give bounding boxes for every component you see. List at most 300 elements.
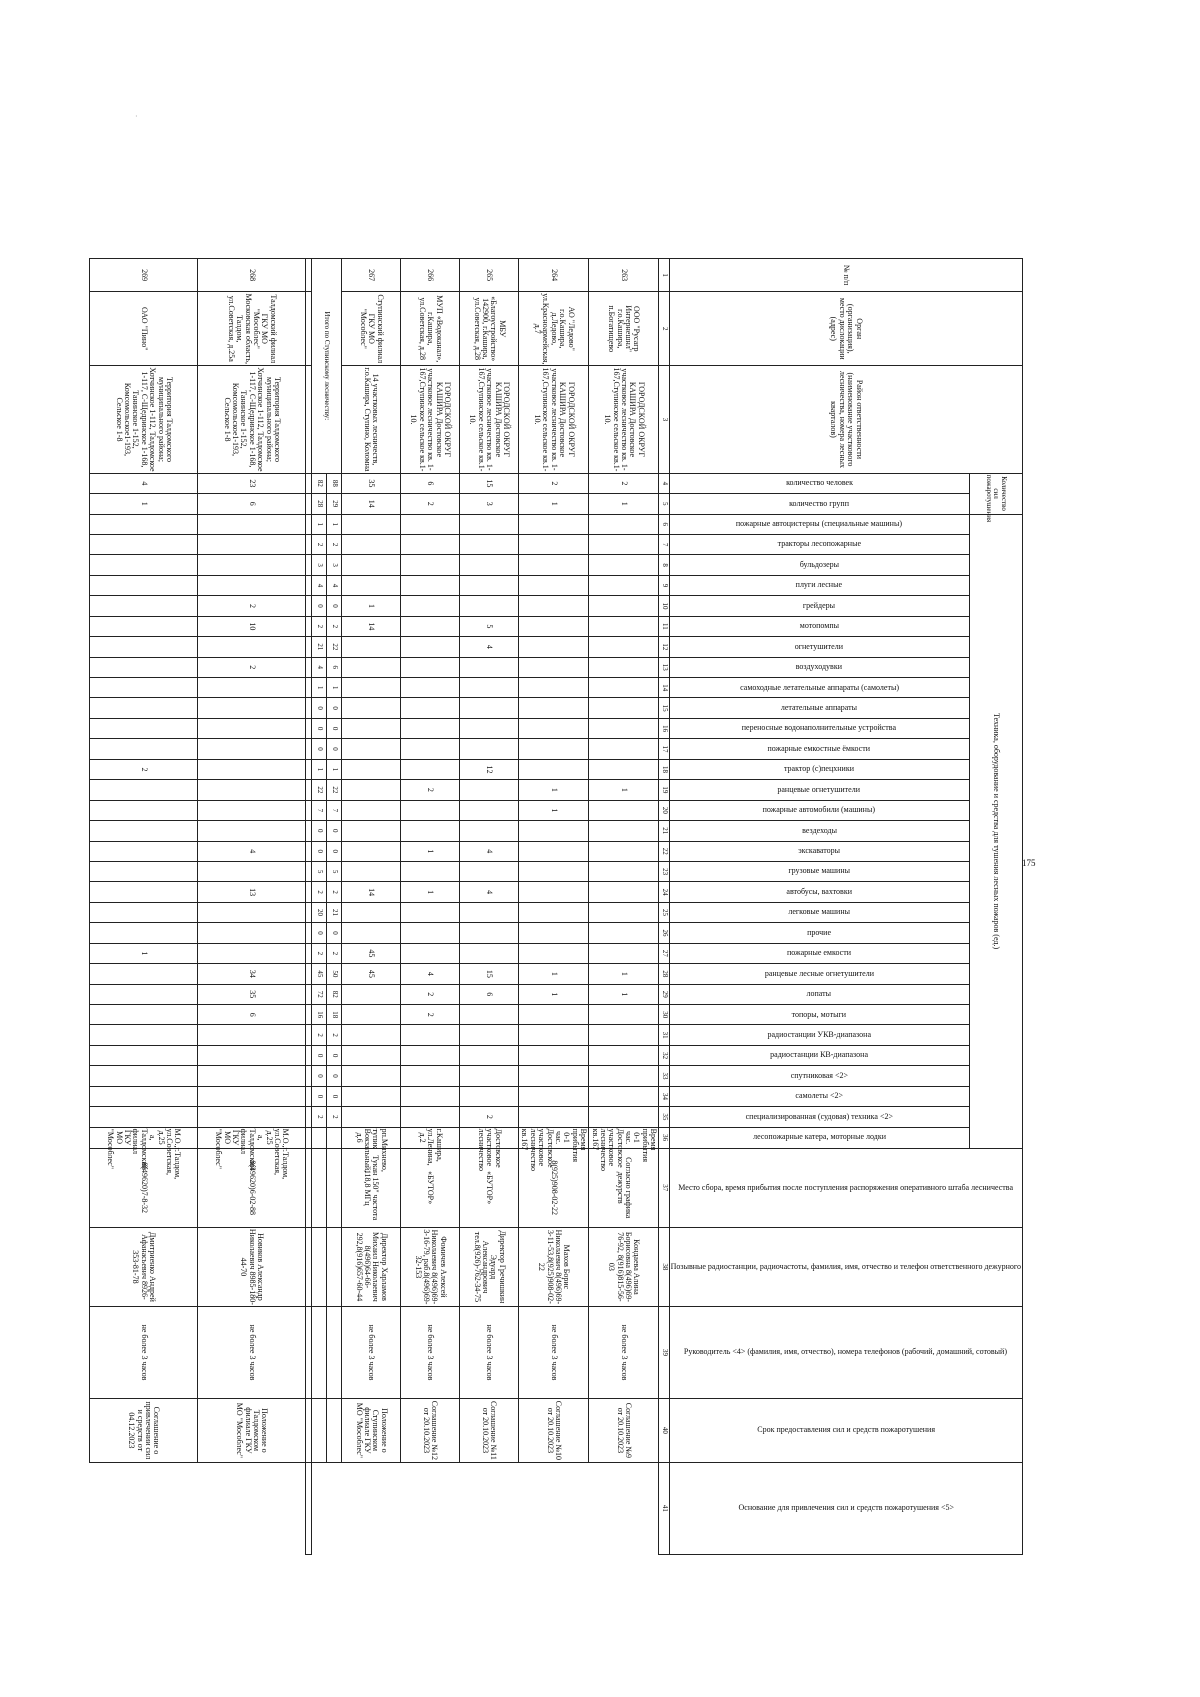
value-cell xyxy=(90,780,198,800)
value-cell xyxy=(198,678,306,698)
value-cell: 14 xyxy=(342,494,401,514)
total-value: 0 xyxy=(312,698,327,718)
value-cell xyxy=(460,943,519,963)
value-cell: 4 xyxy=(90,473,198,493)
value-cell xyxy=(519,555,589,575)
value-cell xyxy=(90,861,198,881)
column-number: 16 xyxy=(659,718,669,738)
total-value: 16 xyxy=(312,1005,327,1025)
value-cell xyxy=(401,514,460,534)
header-c6: пожарные автоцистерны (специальные машины) xyxy=(669,514,969,534)
value-cell: 45 xyxy=(342,964,401,984)
column-number: 12 xyxy=(659,637,669,657)
value-cell: 6 xyxy=(198,494,306,514)
value-cell xyxy=(401,637,460,657)
radio-callsign-cell: 8(49620)6-02-88 xyxy=(198,1148,306,1227)
basis-cell: Соглашение №10 от 20.10.2023 xyxy=(519,1398,589,1462)
value-cell: 2 xyxy=(589,473,659,493)
total-value: 2 xyxy=(327,1107,342,1127)
empty-cell xyxy=(306,366,312,473)
empty-cell xyxy=(306,902,312,922)
radio-callsign-cell: «БУТОР» xyxy=(401,1148,460,1227)
empty-cell xyxy=(306,821,312,841)
value-cell xyxy=(90,514,198,534)
total-value: 7 xyxy=(312,800,327,820)
value-cell xyxy=(198,1086,306,1106)
value-cell xyxy=(401,943,460,963)
total-value: 3 xyxy=(312,555,327,575)
table-row xyxy=(342,259,401,1555)
total-value: 2 xyxy=(312,1107,327,1127)
organization-cell: МУП «Водоканал», г.Кашира, ул.Советская, д.28 xyxy=(401,292,460,366)
empty-cell xyxy=(306,698,312,718)
area-cell: 14 участковых лесничеств, г.о.Кашира, Ступино, Коломна xyxy=(342,366,401,473)
value-cell: 6 xyxy=(198,1005,306,1025)
assembly-place-cell: Время прибытия 0-1 час. Достовское участковое лесничество кв.167 xyxy=(520,1128,589,1172)
value-cell xyxy=(519,616,589,636)
value-cell xyxy=(401,923,460,943)
header-c12: огнетушители xyxy=(669,637,969,657)
total-value: 0 xyxy=(327,1086,342,1106)
total-value: 5 xyxy=(327,861,342,881)
value-cell xyxy=(460,657,519,677)
organization-cell: МБУ «Благоустройство» 142900, г.Кашира, ул.Советская, д.28 xyxy=(460,292,519,366)
value-cell: 1 xyxy=(519,964,589,984)
header-c34: самолеты <2> xyxy=(669,1086,969,1106)
value-cell xyxy=(519,821,589,841)
value-cell xyxy=(460,1025,519,1045)
value-cell xyxy=(589,678,659,698)
empty-cell xyxy=(306,1307,312,1399)
value-cell xyxy=(342,759,401,779)
total-value: 0 xyxy=(312,1086,327,1106)
empty-cell xyxy=(306,800,312,820)
value-cell xyxy=(401,861,460,881)
value-cell xyxy=(401,1086,460,1106)
header-c9: плуги лесные xyxy=(669,575,969,595)
value-cell xyxy=(90,718,198,738)
table-body xyxy=(90,259,659,1555)
header-c17: пожарные емкостные ёмкости xyxy=(669,739,969,759)
value-cell xyxy=(519,1086,589,1106)
total-value: 20 xyxy=(312,902,327,922)
value-cell xyxy=(90,984,198,1004)
value-cell: 1 xyxy=(589,984,659,1004)
header-c41: Основание для привлечения сил и средств пожаротушения <5> xyxy=(669,1462,1022,1554)
value-cell xyxy=(519,861,589,881)
empty-cell xyxy=(306,555,312,575)
value-cell xyxy=(589,596,659,616)
header-c28: ранцевые лесные огнетушители xyxy=(669,964,969,984)
column-number: 29 xyxy=(659,984,669,1004)
head-contact-cell: Фомичев Алексей Николаевич 8(496)69-3-16-79, раб.8(496)69-32-153 xyxy=(401,1227,460,1306)
total-value: 0 xyxy=(312,718,327,738)
value-cell xyxy=(90,964,198,984)
empty-cell xyxy=(306,1127,312,1148)
value-cell xyxy=(401,718,460,738)
value-cell: 34 xyxy=(198,964,306,984)
empty-cell xyxy=(306,1398,312,1462)
value-cell xyxy=(519,718,589,738)
radio-callsign-cell: «БУТОР» xyxy=(460,1148,519,1227)
row-number: 265 xyxy=(460,259,519,292)
value-cell xyxy=(519,575,589,595)
total-value: 0 xyxy=(327,596,342,616)
column-number: 23 xyxy=(659,861,669,881)
header-c39: Руководитель <4> (фамилия, имя, отчество), номера телефонов (рабочий, домашний, сотовый) xyxy=(669,1307,1022,1399)
value-cell xyxy=(90,739,198,759)
value-cell: 1 xyxy=(401,841,460,861)
empty-cell xyxy=(306,1086,312,1106)
total-value: 45 xyxy=(312,964,327,984)
empty-cell xyxy=(306,1148,312,1227)
value-cell xyxy=(342,637,401,657)
value-cell: 1 xyxy=(589,780,659,800)
value-cell xyxy=(90,534,198,554)
value-cell xyxy=(342,821,401,841)
value-cell xyxy=(198,902,306,922)
value-cell: 14 xyxy=(342,882,401,902)
value-cell: 2 xyxy=(90,759,198,779)
value-cell xyxy=(460,861,519,881)
column-number: 35 xyxy=(659,1107,669,1127)
value-cell xyxy=(342,739,401,759)
value-cell xyxy=(342,780,401,800)
empty-cell xyxy=(312,1148,327,1227)
value-cell xyxy=(460,1005,519,1025)
value-cell xyxy=(198,821,306,841)
value-cell xyxy=(401,821,460,841)
column-number: 20 xyxy=(659,800,669,820)
value-cell: 1 xyxy=(90,943,198,963)
value-cell xyxy=(90,882,198,902)
header-c32: радиостанции КВ-диапазона xyxy=(669,1045,969,1065)
value-cell xyxy=(519,923,589,943)
value-cell: 4 xyxy=(460,882,519,902)
value-cell xyxy=(589,575,659,595)
value-cell xyxy=(589,1045,659,1065)
empty-cell xyxy=(312,1127,327,1148)
empty-cell xyxy=(312,1227,327,1306)
value-cell xyxy=(90,1086,198,1106)
header-c15: летательные аппараты xyxy=(669,698,969,718)
value-cell xyxy=(342,1025,401,1045)
basis-cell: Соглашение №12 от 20.10.2023 xyxy=(401,1398,460,1462)
row-number: 263 xyxy=(589,259,659,292)
value-cell xyxy=(90,1025,198,1045)
organization-cell: АО "Ледово" г.о.Кашира, д.Ледово, ул.Красноармейская, д.7 xyxy=(519,292,589,366)
total-value: 2 xyxy=(312,534,327,554)
total-value: 0 xyxy=(327,821,342,841)
value-cell xyxy=(519,678,589,698)
value-cell xyxy=(342,984,401,1004)
value-cell xyxy=(401,534,460,554)
total-value: 82 xyxy=(327,984,342,1004)
total-value: 0 xyxy=(327,1066,342,1086)
column-number: 10 xyxy=(659,596,669,616)
total-value: 2 xyxy=(312,1025,327,1045)
empty-cell xyxy=(327,1307,342,1399)
organization-cell: ОАО "Пино" xyxy=(90,292,198,366)
empty-cell xyxy=(312,1307,327,1399)
head-contact-cell: Новиков Александр Николаевич 8985-180-44-70 xyxy=(198,1227,306,1306)
row-number: 268 xyxy=(198,259,306,292)
value-cell xyxy=(460,780,519,800)
value-cell xyxy=(90,1045,198,1065)
value-cell: 2 xyxy=(198,657,306,677)
value-cell xyxy=(198,575,306,595)
value-cell xyxy=(589,637,659,657)
header-group-tech: Техника, оборудование и средства для тушения лесных пожаров (ед.) xyxy=(969,514,1022,1148)
total-value: 0 xyxy=(312,1066,327,1086)
term-cell: не более 3 часов xyxy=(198,1307,306,1399)
total-value: 2 xyxy=(327,534,342,554)
value-cell xyxy=(342,841,401,861)
value-cell xyxy=(519,514,589,534)
value-cell xyxy=(198,861,306,881)
value-cell xyxy=(589,616,659,636)
value-cell xyxy=(589,718,659,738)
value-cell xyxy=(460,534,519,554)
value-cell xyxy=(589,1066,659,1086)
total-value: 2 xyxy=(327,882,342,902)
term-cell: не более 3 часов xyxy=(589,1307,659,1399)
value-cell xyxy=(401,1107,460,1127)
value-cell xyxy=(198,534,306,554)
value-cell xyxy=(589,923,659,943)
header-c29: лопаты xyxy=(669,984,969,1004)
empty-cell xyxy=(327,1227,342,1306)
total-value: 0 xyxy=(327,739,342,759)
total-value: 50 xyxy=(327,964,342,984)
column-number: 6 xyxy=(659,514,669,534)
value-cell xyxy=(589,1107,659,1127)
empty-cell xyxy=(306,637,312,657)
value-cell xyxy=(460,902,519,922)
empty-cell xyxy=(306,1227,312,1306)
value-cell xyxy=(198,698,306,718)
header-c11: мотопомпы xyxy=(669,616,969,636)
value-cell xyxy=(460,718,519,738)
total-value: 1 xyxy=(327,514,342,534)
header-group-count: Количество сил пожаротушения xyxy=(969,473,1022,514)
value-cell xyxy=(519,1025,589,1045)
value-cell xyxy=(90,575,198,595)
value-cell: 14 xyxy=(342,616,401,636)
empty-cell xyxy=(306,1045,312,1065)
column-number: 34 xyxy=(659,1086,669,1106)
value-cell xyxy=(519,1066,589,1086)
value-cell xyxy=(90,1005,198,1025)
value-cell xyxy=(519,759,589,779)
header-c26: прочие xyxy=(669,923,969,943)
empty-cell xyxy=(306,292,312,366)
empty-cell xyxy=(306,678,312,698)
value-cell: 4 xyxy=(460,637,519,657)
header-c23: грузовые машины xyxy=(669,861,969,881)
total-label: Итого по Ступинскому лесничеству: xyxy=(312,259,342,474)
value-cell xyxy=(519,637,589,657)
total-value: 2 xyxy=(327,1025,342,1045)
value-cell: 45 xyxy=(342,943,401,963)
header-col1: № п/п xyxy=(669,259,1022,292)
value-cell xyxy=(198,1025,306,1045)
value-cell xyxy=(198,800,306,820)
value-cell xyxy=(589,800,659,820)
empty-cell xyxy=(306,841,312,861)
column-number: 19 xyxy=(659,780,669,800)
value-cell xyxy=(198,1066,306,1086)
total-value: 0 xyxy=(327,923,342,943)
value-cell: 2 xyxy=(198,596,306,616)
value-cell xyxy=(90,555,198,575)
value-cell xyxy=(460,575,519,595)
value-cell: 3 xyxy=(460,494,519,514)
value-cell: 1 xyxy=(401,882,460,902)
value-cell xyxy=(460,800,519,820)
value-cell: 2 xyxy=(519,473,589,493)
value-cell xyxy=(460,514,519,534)
value-cell xyxy=(589,1086,659,1106)
empty-cell xyxy=(306,575,312,595)
column-number: 28 xyxy=(659,964,669,984)
assembly-place-cell: рп.Михнево, тупик Вокзальный, д.6 xyxy=(342,1127,401,1148)
empty-cell xyxy=(306,984,312,1004)
value-cell xyxy=(589,861,659,881)
area-cell: Территория Талдомского муниципального района; Хотчинское 1-112, Талдомское 1-117, С-Щедринское 1-168, Танинское 1-152, Комсомольское1-193, Сельское 1-8 xyxy=(90,366,198,473)
total-value: 1 xyxy=(312,759,327,779)
value-cell: 15 xyxy=(460,964,519,984)
radio-callsign-cell: Тукан 150" частота 118,8 МГц xyxy=(342,1148,401,1227)
value-cell xyxy=(342,1005,401,1025)
value-cell xyxy=(401,800,460,820)
total-value: 4 xyxy=(312,657,327,677)
column-number: 27 xyxy=(659,943,669,963)
value-cell xyxy=(589,882,659,902)
value-cell xyxy=(589,943,659,963)
value-cell xyxy=(401,678,460,698)
head-contact-cell: Дмитриенко Андрей Афанасьевич 8926-353-81-78 xyxy=(90,1227,198,1306)
radio-callsign-cell: 8(925)908-02-22 xyxy=(519,1148,589,1227)
value-cell xyxy=(589,821,659,841)
empty-cell xyxy=(306,739,312,759)
value-cell: 35 xyxy=(342,473,401,493)
total-value: 29 xyxy=(327,494,342,514)
total-row xyxy=(327,259,342,1555)
value-cell xyxy=(90,923,198,943)
value-cell xyxy=(401,902,460,922)
value-cell xyxy=(589,555,659,575)
column-number: 7 xyxy=(659,534,669,554)
value-cell xyxy=(589,698,659,718)
empty-cell xyxy=(306,596,312,616)
value-cell xyxy=(342,800,401,820)
total-value: 1 xyxy=(327,759,342,779)
value-cell xyxy=(342,534,401,554)
value-cell xyxy=(198,1045,306,1065)
value-cell xyxy=(342,575,401,595)
column-number: 36 xyxy=(659,1127,669,1148)
total-value: 3 xyxy=(327,555,342,575)
header-c36: лесопожарные катера, моторные лодки xyxy=(669,1127,969,1148)
empty-cell xyxy=(306,861,312,881)
total-value: 82 xyxy=(312,473,327,493)
header-c40: Срок предоставления сил и средств пожаротушения xyxy=(669,1398,1022,1462)
value-cell xyxy=(401,759,460,779)
value-cell: 1 xyxy=(519,800,589,820)
header-c27: пожарные емкости xyxy=(669,943,969,963)
value-cell xyxy=(519,657,589,677)
header-c38: Позывные радиостанции, радиочастоты, фамилия, имя, отчество и телефон ответственного дежурного xyxy=(669,1227,1022,1306)
value-cell: 1 xyxy=(589,494,659,514)
value-cell: 13 xyxy=(198,882,306,902)
column-number: 17 xyxy=(659,739,669,759)
header-c18: трактор (с)пецхники xyxy=(669,759,969,779)
value-cell xyxy=(198,718,306,738)
value-cell xyxy=(90,657,198,677)
value-cell: 10 xyxy=(198,616,306,636)
total-value: 7 xyxy=(327,800,342,820)
organization-cell: Талдомский филиал ГКУ МО "Мособлес" Московская область, Талдом, ул.Советская, д.25а xyxy=(198,292,306,366)
table-row xyxy=(589,259,659,1555)
value-cell: 6 xyxy=(401,473,460,493)
header-c35: специализированная (судовая) техника <2> xyxy=(669,1107,969,1127)
value-cell: 1 xyxy=(342,596,401,616)
value-cell xyxy=(460,678,519,698)
total-value: 1 xyxy=(312,514,327,534)
total-value: 2 xyxy=(327,616,342,636)
head-contact-cell: Директор Харламов Михаил Николаевич 8(496)64-66-292,8(916)657-60-44 xyxy=(342,1227,401,1306)
column-number: 2 xyxy=(659,292,669,366)
total-value: 2 xyxy=(312,616,327,636)
value-cell xyxy=(460,596,519,616)
head-contact-cell: Махов Борис Николаевич 8(496)69-3-11-53,8(925)908-02-22 xyxy=(519,1227,589,1306)
assembly-place-cell: Достовское участковое лесничество xyxy=(460,1127,519,1148)
column-number: 15 xyxy=(659,698,669,718)
head-contact-cell: Кондаева Алина Борисовна 8(496)69-76-92, 8(916)815-56-03 xyxy=(589,1227,659,1306)
header-c16: переносные водонаполнительные устройства xyxy=(669,718,969,738)
header-c10: грейдеры xyxy=(669,596,969,616)
value-cell xyxy=(198,943,306,963)
header-c5: количество групп xyxy=(669,494,969,514)
column-number: 41 xyxy=(659,1462,669,1554)
radio-callsign-cell: 8(49620)7-8-32 xyxy=(90,1148,198,1227)
value-cell xyxy=(460,1066,519,1086)
value-cell xyxy=(342,1066,401,1086)
total-value: 0 xyxy=(327,698,342,718)
value-cell xyxy=(401,616,460,636)
header-c33: спутниковая <2> xyxy=(669,1066,969,1086)
column-number: 32 xyxy=(659,1045,669,1065)
total-value: 0 xyxy=(312,821,327,841)
column-number: 26 xyxy=(659,923,669,943)
value-cell xyxy=(90,902,198,922)
value-cell xyxy=(589,534,659,554)
empty-cell xyxy=(306,1005,312,1025)
column-number: 3 xyxy=(659,366,669,473)
column-number: 8 xyxy=(659,555,669,575)
value-cell xyxy=(342,514,401,534)
value-cell xyxy=(589,657,659,677)
value-cell xyxy=(401,1066,460,1086)
value-cell xyxy=(90,616,198,636)
column-number: 4 xyxy=(659,473,669,493)
value-cell xyxy=(401,1025,460,1045)
value-cell xyxy=(342,902,401,922)
value-cell xyxy=(90,678,198,698)
value-cell xyxy=(519,1005,589,1025)
column-number: 21 xyxy=(659,821,669,841)
